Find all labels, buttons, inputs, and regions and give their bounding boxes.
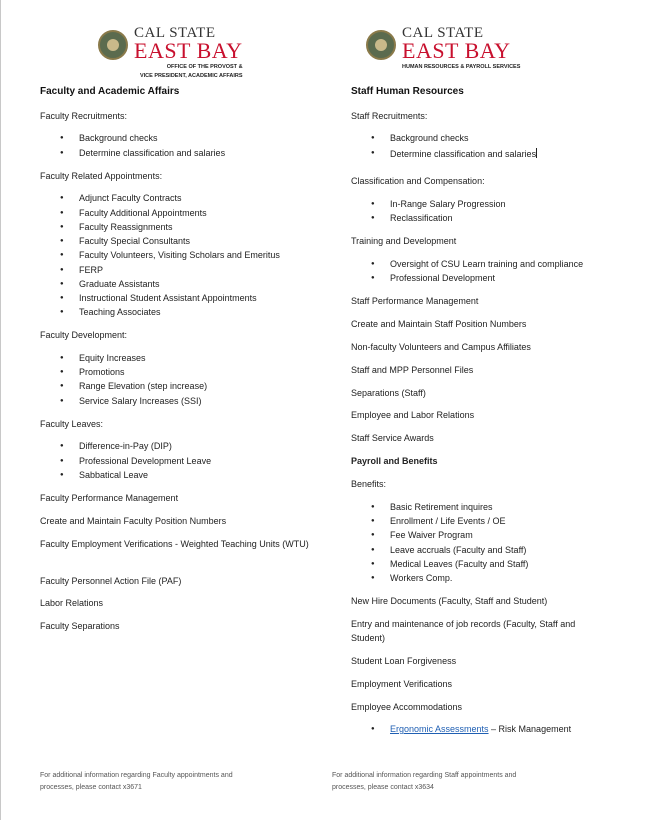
list-item: ● Sabbatical Leave <box>79 470 148 480</box>
text-cursor <box>536 148 537 158</box>
faculty-leaves-label: Faculty Leaves: <box>40 419 104 429</box>
logo-subtitle-1: OFFICE OF THE PROVOST & <box>166 64 243 70</box>
list-item: ● Graduate Assistants <box>79 279 160 289</box>
staff-footer <box>332 770 516 794</box>
csueb-hr-logo <box>366 26 520 71</box>
faculty-development-label: Faculty Development: <box>40 330 128 340</box>
logo-subtitle-2: VICE PRESIDENT, ACADEMIC AFFAIRS <box>139 72 243 79</box>
list-item: ● Service Salary Increases (SSI) <box>79 396 202 406</box>
faculty-section-title: Faculty and Academic Affairs <box>40 86 180 97</box>
employee-labor-relations: Employee and Labor Relations <box>351 410 475 420</box>
list-item: ● In-Range Salary Progression <box>390 199 506 209</box>
list-item: ● FERP <box>79 265 103 275</box>
list-item: ● Basic Retirement inquires <box>390 502 493 512</box>
list-item <box>390 724 571 734</box>
list-item: ● Oversight of CSU Learn training and compliance <box>390 259 583 269</box>
payroll-benefits-title: Payroll and Benefits <box>351 456 438 466</box>
staff-personnel-files: Staff and MPP Personnel Files <box>351 365 474 375</box>
footer-line-1: For additional information regarding Staff appointments and <box>332 772 517 779</box>
list-item: ● Background checks <box>79 133 158 143</box>
list-item: ● Equity Increases <box>79 353 146 363</box>
list-item: ● Instructional Student Assistant Appointments <box>79 293 257 303</box>
employee-accommodations: Employee Accommodations <box>351 702 463 712</box>
list-item: ● Professional Development <box>390 273 495 283</box>
logo-cal-state: CAL STATE <box>134 25 216 41</box>
staff-position-numbers: Create and Maintain Staff Position Numbers <box>351 319 527 329</box>
university-seal-icon <box>98 30 128 60</box>
faculty-footer <box>40 770 233 794</box>
faculty-paf: Faculty Personnel Action File (PAF) <box>40 576 182 586</box>
list-item: ● Fee Waiver Program <box>390 530 473 540</box>
list-item: ● Faculty Additional Appointments <box>79 208 207 218</box>
staff-performance: Staff Performance Management <box>351 296 479 306</box>
list-item: ● Leave accruals (Faculty and Staff) <box>390 545 526 555</box>
list-item: ● Medical Leaves (Faculty and Staff) <box>390 559 528 569</box>
faculty-recruitments-label: Faculty Recruitments: <box>40 111 128 121</box>
list-item: ● Adjunct Faculty Contracts <box>79 193 182 203</box>
list-item: ● Workers Comp. <box>390 573 452 583</box>
staff-recruitments-label: Staff Recruitments: <box>351 111 428 121</box>
staff-service-awards: Staff Service Awards <box>351 433 434 443</box>
csueb-provost-logo <box>98 26 243 79</box>
staff-classification-label: Classification and Compensation: <box>351 176 485 186</box>
footer-line-1: For additional information regarding Faculty appointments and <box>40 772 233 779</box>
employment-verifications: Employment Verifications <box>351 679 453 689</box>
ergonomic-assessments-link[interactable]: Ergonomic Assessments <box>390 724 489 734</box>
benefits-label: Benefits: <box>351 479 387 489</box>
list-item: ● Faculty Reassignments <box>79 222 173 232</box>
list-item: ● Reclassification <box>390 213 453 223</box>
student-loan-forgiveness: Student Loan Forgiveness <box>351 656 457 666</box>
list-item: ● Difference-in-Pay (DIP) <box>79 441 172 451</box>
list-item: ● Professional Development Leave <box>79 456 211 466</box>
staff-section-title: Staff Human Resources <box>351 86 464 97</box>
list-item: ● Promotions <box>79 367 125 377</box>
list-item: ● Background checks <box>390 133 469 143</box>
logo-subtitle: HUMAN RESOURCES & PAYROLL SERVICES <box>402 64 521 70</box>
list-item: ● Range Elevation (step increase) <box>79 381 207 391</box>
list-item-text: Determine classification and salaries <box>390 149 537 159</box>
staff-training-label: Training and Development <box>351 236 457 246</box>
list-item: ● Faculty Volunteers, Visiting Scholars and Emeritus <box>79 250 280 260</box>
list-item: ● Determine classification and salaries <box>79 148 225 158</box>
risk-management-text: – Risk Management <box>488 724 572 734</box>
footer-line-2: processes, please contact x3671 <box>40 784 142 791</box>
list-item: ● Teaching Associates <box>79 307 161 317</box>
faculty-separations: Faculty Separations <box>40 621 120 631</box>
new-hire-documents: New Hire Documents (Faculty, Staff and Student) <box>351 596 548 606</box>
faculty-performance: Faculty Performance Management <box>40 493 179 503</box>
list-item: ● Enrollment / Life Events / OE <box>390 516 506 526</box>
list-item <box>390 148 537 159</box>
staff-volunteers: Non-faculty Volunteers and Campus Affiliates <box>351 342 531 352</box>
faculty-verifications: Faculty Employment Verifications - Weighted Teaching Units (WTU) <box>40 539 309 549</box>
footer-line-2: processes, please contact x3634 <box>332 784 434 791</box>
logo-cal-state: CAL STATE <box>402 25 484 41</box>
staff-separations: Separations (Staff) <box>351 388 426 398</box>
logo-east-bay: EAST BAY <box>134 38 243 63</box>
labor-relations: Labor Relations <box>40 598 104 608</box>
university-seal-icon <box>366 30 396 60</box>
list-item: ● Faculty Special Consultants <box>79 236 190 246</box>
logo-east-bay: EAST BAY <box>402 38 511 63</box>
faculty-appointments-label: Faculty Related Appointments: <box>40 171 163 181</box>
faculty-position-numbers: Create and Maintain Faculty Position Numbers <box>40 516 227 526</box>
job-records: Entry and maintenance of job records (Faculty, Staff and Student) <box>351 619 576 643</box>
